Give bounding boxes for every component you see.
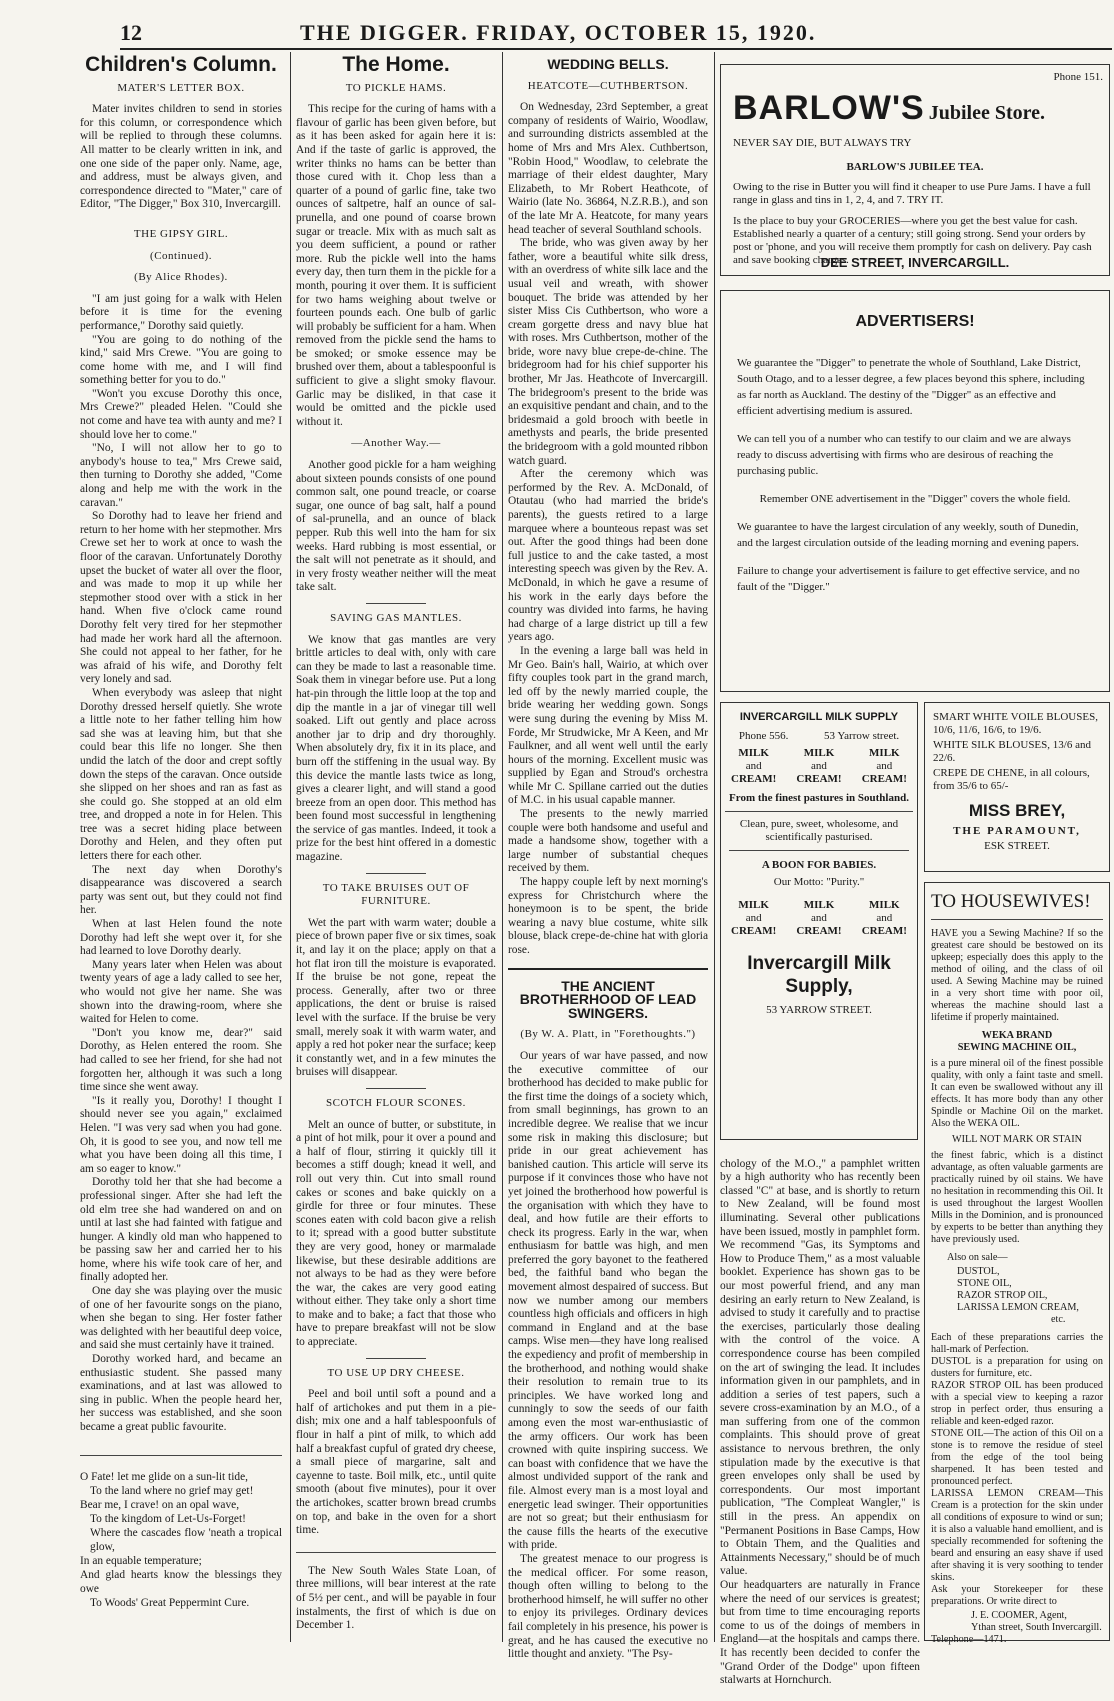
section-heading: Children's Column. (85, 53, 277, 76)
and-label: and (876, 760, 893, 772)
subheading: MATER'S LETTER BOX. (117, 81, 245, 94)
byline: (By Alice Rhodes). (134, 271, 228, 284)
street-address: 53 Yarrow street. (823, 730, 900, 742)
paragraph: Each of these preparations carries the hall-mark of Perfection. (931, 1332, 1103, 1355)
paragraph: "No, I will not allow her to go to anybody's house to tea," Mrs Crewe said, then turning to Dorothy she added, "Come along and help me with the work in the caravan." (80, 442, 282, 509)
subheading: TO PICKLE HAMS. (345, 81, 447, 94)
poem-line: O Fate! let me glide on a sun-lit tide, (80, 1470, 248, 1483)
poem-line: In an equable temperature; (80, 1554, 202, 1567)
article-rule (508, 968, 708, 978)
paragraph: chology of the M.O.," a pamphlet written by a high authority who has recently been classed "C" at base, and is shortly to return to New Zealand, will be found most illuminating. Several other publications have been issued, mostly in pamphlet form. We recommend "Gas, its Symptoms and How to Produce Them," as a most valuable booklet. Experience has shown gas to be our most powerful friend, and any man desiring an early return to New Zealand, is advised to study it carefully and to practise the exercises, particularly those dealing with the control of the voice. A correspondence course has been compiled on the art of swinging the lead. It includes information given in our pamphlets, and in addition a series of test papers, such a severe cross-examination by an M.O., of a man suffering from one of the common complaints. This should prove of great assistance to nervous brethren, the only stipulation made by the executive is that green envelopes only shall be used by correspondents. Our most important publication, "The Compleat Wangler," is still in the press. An appendix on "Permanent Positions in Base Camps, How to Obtain Them, and the Qualities and Attainments Necessary," should be of much value. Our headquarters are naturally in France where the need of our services is greatest; but from time to time encouraging reports come to us of the doings of members in England—at the hospitals and camps there. It has recently been decided to confer the "Grand Order of the Dodge" upon fifteen stalwarts at Hornchurch. (720, 1157, 920, 1687)
agent-address: Ythan street, South Invercargill. (971, 1622, 1102, 1633)
paragraph: When at last Helen found the note Dorothy had left she wept over it, for she had learned to love Dorothy dearly. (80, 918, 282, 958)
blouse-line: SMART WHITE VOILE BLOUSES, 10/6, 11/6, 16/6, to 19/6. (933, 711, 1098, 736)
store-name-sub: Jubilee Store. (928, 102, 1046, 124)
masthead (120, 20, 1000, 48)
product-item: DUSTOL, (957, 1266, 1000, 1277)
also-label: Also on sale— (947, 1252, 1008, 1263)
pastures-text: From the finest pastures in Southland. (725, 792, 913, 812)
milk-label: MILK (869, 747, 900, 759)
subheading: TO USE UP DRY CHEESE. (327, 1366, 465, 1379)
paragraph: We guarantee to have the largest circulation of any weekly, south of Dunedin, and the largest circulation outside of the leading morning and evening papers. (737, 521, 1079, 549)
paragraph: The happy couple left by next morning's express for Christchurch where the honeymoon is to be spent, the bride wearing a navy blue costume, white silk blouse, black crepe-de-chine hat with gloria rose. (508, 876, 708, 956)
poem-line: Bear me, I crave! on an opal wave, (80, 1498, 240, 1511)
and-label: and (876, 912, 893, 924)
blouse-line: WHITE SILK BLOUSES, 13/6 and 22/6. (933, 739, 1091, 764)
paragraph: The greatest menace to our progress is the medical officer. For some reason, though often willing to belong to the brotherhood himself, he will suffer no other to enjoy its privileges. Ordinary devices fail completely in his presence, his power is great, and he has caused the executive no little thought and anxiety. "The Psy- (508, 1552, 708, 1661)
milk-label: MILK (803, 899, 835, 911)
jams-text: Owing to the rise in Butter you will find it cheaper to use Pure Jams. I have a full range in glass and tins in 1, 2, 4, and 7. TRY IT. (733, 181, 1091, 206)
paragraph: We guarantee the "Digger" to penetrate the whole of Southland, Lake District, South Otago, and to a lesser degree, a few places beyond this sphere, including as far north as Auckland. The destiny of the "Digger" as an effective and efficient advertising medium is assured. (737, 357, 1085, 417)
paragraph: RAZOR STROP OIL has been produced with a special view to keeping a razor strop in perfect order, thus ensuring a reliable and keen-edged razor. (931, 1380, 1103, 1427)
column-divider (290, 52, 291, 1642)
miss-brey-advertisement (924, 702, 1110, 872)
masthead-rule (120, 48, 1112, 50)
paragraph: "Don't you know me, dear?" said Dorothy, as Helen entered the room. She had called to see her friend, for she had not forgotten her, although it was such a long time since she went away. (80, 1026, 282, 1094)
milk-cream-grid (721, 747, 917, 786)
crepe-line: CREPE DE CHENE, in all colours, from 35/6 to 65/- (933, 767, 1090, 792)
ad-title: INVERCARGILL MILK SUPPLY (739, 711, 899, 723)
and-label: and (745, 760, 762, 772)
motto-text: Our Motto: "Purity." (773, 876, 865, 888)
paragraph: This recipe for the curing of hams with a flavour of garlic has been given before, but as it has been asked for again here it is: And if the taste of garlic is approved, the writer thinks no hams can be better than those cured with it. Chop less than a quarter of a pound of garlic fine, take two ounces of saltpetre, half an ounce of sal-prunella, and one pound of coarse brown sugar or treacle. Mix with as much salt as you deem sufficient, a pound or rather more. Rub the pickle well into the hams every day, then turn them in the pickle for a month, pouring it over them. It is sufficient for two hams weighing about twelve or fourteen pounds each. One bulb of garlic will probably be sufficient for a ham. When removed from the pickle send the hams to be smoked; or smoke essence may be brushed over them, about a tablespoonful is sufficient to give a slight smoky flavour. Garlic may be disliked, in that case it would be omitted and the pickle used without it. (296, 103, 496, 428)
milk-label: MILK (738, 899, 769, 911)
housewives-advertisement (924, 882, 1110, 1645)
subheading: SCOTCH FLOUR SCONES. (326, 1096, 466, 1109)
paragraph: Another good pickle for a ham weighing about sixteen pounds consists of one pound common salt, one pound treacle, or coarse sugar, one ounce of bag salt, half a pound of sal-prunella, and an ounce of black pepper. Rub this well into the ham for six weeks. Hard rubbing is most essential, or the salt will not penetrate as it should, and in very frosty weather neither will the meat take salt. (296, 459, 496, 594)
paragraph: So Dorothy had to leave her friend and return to her home with her stepmother. Mrs Crewe set her to work at once to wash the floor of the caravan. Unfortunately Dorothy upset the bucket of water all over the floor, and was made to mop it up while her stepmother stood over with a stick in her hand. When five o'clock came round Dorothy felt very tired for her stepmother had made her work hard all the afternoon. She could not appeal to her father, for he was afraid of his wife, and Dorothy felt very lonely and sad. (80, 510, 282, 686)
paragraph: Mater invites children to send in stories for this column, or correspondence which will be replied to through these columns. All matter to be clearly written in ink, and one one side of the paper only. Name, age, and address, must be always given, and correspondence directed to "Mater," care of Editor, "The Digger," Box 310, Invercargill. (80, 103, 282, 211)
paragraph: STONE OIL—The action of this Oil on a stone is to remove the residue of steel from the edge of the tool being sharpened. It has been tested and pronounced perfect. (931, 1428, 1103, 1487)
store-name: BARLOW'S (733, 89, 925, 127)
paragraph: One day she was playing over the music of one of her favourite songs on the piano, when she began to sing. Her foster father was delighted with her beautiful deep voice, and said she must certainly have it trained. (80, 1285, 282, 1352)
childrens-column (80, 53, 282, 1641)
store-motto: NEVER SAY DIE, BUT ALWAYS TRY (733, 137, 912, 149)
loan-notice (296, 1552, 496, 1633)
paragraph: Ask your Storekeeper for these preparations. Or write direct to (931, 1584, 1103, 1607)
paragraph: Dorothy worked hard, and became an enthusiastic student. She passed many examinations, and at last was allowed to sing in public. When the people heard her, her success was established, and she soon became a great public favourite. (80, 1353, 282, 1433)
product-name: SEWING MACHINE OIL, (957, 1042, 1077, 1053)
paragraph: The next day when Dorothy's disappearance was discovered a search party was sent out, but they could not find her. (80, 863, 282, 917)
milk-label: MILK (869, 899, 900, 911)
notice-heading: ADVERTISERS! (855, 313, 975, 330)
paragraph: The bride, who was given away by her father, wore a beautiful white silk dress, with an overdress of white silk lace and the usual veil and wreath, with shower bouquet. The bride was attended by her sister Miss Cis Cuthbertson, who wore a cream gorgette dress and navy blue hat with roses. Mrs Cuthbertson, mother of the bride, wore navy blue crepe-de-chine. The bridegroom had for his chief supporter his brother, Mr Jas. Heathcote of Invercargill. The bridegroom's present to the bride was an exquisitive pendant and chain, and to the bridesmaid a gold brooch with beetle in amethysts and pearls, the bride presented the bridegroom with a gold mounted ribbon watch guard. (508, 237, 708, 467)
home-column (296, 53, 496, 1641)
cream-label: CREAM! (731, 773, 777, 785)
milk-label: MILK (738, 747, 769, 759)
paragraph: "You are going to do nothing of the kind," said Mrs Crewe. "You are going to come home with me, and I will find something better for you to do." (80, 333, 282, 387)
tea-heading: BARLOW'S JUBILEE TEA. (846, 161, 984, 173)
subheading: —Another Way.— (351, 437, 441, 450)
poem-line: To Woods' Great Peppermint Cure. (90, 1596, 250, 1609)
company-name: Invercargill Milk Supply, (747, 953, 891, 997)
paragraph: When everybody was asleep that night Dorothy dressed herself quietly. She wrote a little note to her father telling him how sad she was at leaving him, but that she could bear this life no longer. She then undid the latch of the door and crept softly down the steps of the caravan. Once outside she slipped on her shoes and ran as fast as she could go. She stopped at an old elm tree, and dropped a note in for Helen. This tree was a secret hiding place between Dorothy and Helen, and they often put letters there for each other. (80, 686, 282, 863)
and-label: and (811, 912, 827, 924)
section-heading: WEDDING BELLS. (547, 56, 669, 72)
poem-line: To the kingdom of Let-Us-Forget! (90, 1512, 246, 1525)
shop-place: THE PARAMOUNT, (953, 825, 1081, 837)
milk-cream-grid (721, 899, 917, 938)
paragraph: HAVE you a Sewing Machine? If so the greatest care should be bestowed on its upkeep; especially does this apply to the method of oiling, and the class of oil used. A Sewing Machine may be ruined in a very short time with poor oil, whereas the machine should last a lifetime if properly maintained. (931, 928, 1103, 1023)
paragraph: In the evening a large ball was held in Mr Geo. Bain's hall, Wairio, at which over fifty couples took part in the grand march, led off by the newly married couple, the bride wearing her wedding gown. Songs were sung during the evening by Miss M. Forde, Mr Strudwicke, Mr A Keen, and Mr Faulkner, and all went well until the early hours of the morning. Excellent music was supplied by Egan and Stroud's orchestra while Mr C. Spillane carried out the duties of M.C. in his usual capable manner. (508, 644, 708, 807)
masthead-title: THE DIGGER. FRIDAY, OCTOBER 15, 1920. (300, 20, 817, 45)
column-divider (714, 52, 715, 1642)
page-number: 12 (120, 20, 142, 45)
paragraph: Melt an ounce of butter, or substitute, in a pint of hot milk, pour it over a pound and a half of flour, stirring it quickly till it becomes a stiff dough; knead it well, and roll out very thin. Cut into small round cakes or scones and bake quickly on a girdle for three or four minutes. These scones eaten with cold bacon give a relish to it; spread with a good butter substitute they are very good, honey or marmalade likewise, but these desirable additions are not always to be had as they were before the war, the cakes are very good eating without either. They take only a short time to make and to bake; a fact that those who have to prepare breakfast will not be slow to appreciate. (296, 1118, 496, 1349)
paragraph: On Wednesday, 23rd September, a great company of residents of Wairio, Woodlaw, and surrounding districts assembled at the home of Mrs and Mrs Alex. Cuthbertson, "Robin Hood," Woodlaw, to celebrate the marriage of their eldest daughter, Mary Elizabeth, to Mr Robert Heathcote, of Wairio (late No. 36864, N.Z.R.B.), and son of the late Mr A. Heatcote, for many years head teacher of several Southland schools. (508, 101, 708, 236)
phone-number: Phone 151. (1053, 71, 1103, 83)
paragraph: Wet the part with warm water; double a piece of brown paper five or six times, soak it, and lay it on the place; apply on that a hot flat iron till the moisture is evaporated. If the bruise be not gone, repeat the process. Generally, after two or three applications, the dent or bruise is raised level with the surface. If the bruise be very small, merely soak it with warm water, and apply a red hot poker near the surface; keep it constantly wet, and in a few minutes the bruises will disappear. (296, 916, 496, 1079)
milk-supply-advertisement (720, 702, 918, 1140)
paragraph: Dorothy told her that she had become a professional singer. After she had left the old elm tree she had wandered on and on until at last she had fainted with fatigue and hunger. A kindly old man who happened to be passing saw her and carried her to his home, where his wife took care of her, and finally adopted her. (80, 1176, 282, 1284)
paragraph: We can tell you of a number who can testify to our claim and we are always ready to discuss advertising with firms who are desirous of reaching the purchasing public. (737, 433, 1071, 477)
groceries-text: Is the place to buy your GROCERIES—where you get the best value for cash. Established nearly a quarter of a century; still going strong. Send your orders by post or 'phone, and you will receive them promptly for cash on delivery. Pay cash and save booking charges. (733, 215, 1092, 266)
paragraph: Many years later when Helen was about twenty years of age a lady called to see her, who would not give her name. She was shown into the drawing-room, where she waited for Helen to come. (80, 958, 282, 1026)
paragraph: After the ceremony which was performed by the Rev. A. McDonald, of Otautau (who had married the bride's parents), the guests retired to a large marquee where a bounteous repast was set out. After the good things had been done full justice to and the cake tasted, a most interesting speech was given by the Rev. A. McDonald, in which he gave a resume of his work in the early days before the country was divided into farms, he having had charge of a large district up till a few years ago. (508, 468, 708, 644)
store-address: DEE STREET, INVERCARGILL. (820, 255, 1010, 270)
paragraph: We know that gas mantles are very brittle articles to deal with, only with care can they be made to last a reasonable time. Soak them in vinegar before use. Put a long hat-pin through the little loop at the top and dip the mantle in a jar of vinegar till well soaked. Lift out gently and place across another jar to drip and dry thoroughly. When absolutely dry, fix it in its place, and burn off the stiffening in the usual way. By this device the mantle lasts twice as long, gives a clearer light, and will stand a good breeze from an open door. This method has been found most successful in lengthening the service of gas mantles. Indeed, it took a prize for the best hint offered in a domestic magazine. (296, 633, 496, 864)
subheading: HEATCOTE—CUTHBERTSON. (527, 79, 689, 92)
separator (366, 1088, 426, 1089)
agent-telephone: Telephone—1471. (931, 1634, 1007, 1645)
peppermint-cure-ad (80, 1455, 282, 1610)
lead-swingers-continued (720, 1144, 920, 1687)
shop-street: ESK STREET. (984, 840, 1050, 852)
cream-label: CREAM! (731, 925, 777, 937)
poem-line: And glad hearts know the blessings they owe (80, 1568, 282, 1595)
brand-name: WEKA BRAND (981, 1030, 1053, 1041)
cream-label: CREAM! (796, 773, 842, 785)
story-title: THE GIPSY GIRL. (133, 227, 229, 240)
milk-label: MILK (803, 747, 835, 759)
agent-name: J. E. COOMER, Agent, (971, 1610, 1067, 1621)
paragraph: Failure to change your advertisement is failure to get effective service, and no fault of the "Digger." (737, 565, 1080, 593)
separator (366, 873, 426, 874)
column-divider (502, 52, 503, 1642)
cream-label: CREAM! (861, 925, 907, 937)
paragraph: is a pure mineral oil of the finest possible quality, with only a faint taste and smell. It can even be swallowed without any ill effects. It has more body than any other Spindle or Machine Oil on the market. Also the WEKA OIL. (931, 1058, 1103, 1129)
poem-line: Where the cascades flow 'neath a tropical glow, (90, 1526, 282, 1553)
separator (366, 1358, 426, 1359)
paragraph: the finest fabric, which is a distinct advantage, as often valuable garments are practically ruined by oil stains. We have no hesitation in recommending this Oil. It is used throughout the largest Woollen Mills in the Dominion, and is pronounced by experts to be better than anything they have previously used. (931, 1150, 1103, 1245)
article-heading: THE ANCIENT BROTHERHOOD OF LEAD SWINGERS. (519, 977, 697, 1021)
paragraph: The presents to the newly married couple were both handsome and useful and made a handsome show, together with a large number of substantial cheques received by them. (508, 808, 708, 875)
shop-name: MISS BREY, (968, 801, 1066, 820)
separator (366, 603, 426, 604)
section-heading: The Home. (342, 53, 450, 76)
and-label: and (811, 760, 827, 772)
company-address: 53 YARROW STREET. (766, 1004, 872, 1016)
phone-number: Phone 556. (738, 730, 789, 742)
continued-note: (Continued). (150, 249, 212, 262)
advertisers-notice (720, 290, 1110, 692)
paragraph: Remember ONE advertisement in the "Digger" covers the whole field. (759, 493, 1071, 505)
wedding-column (508, 56, 708, 1661)
boon-text: A BOON FOR BABIES. (761, 859, 877, 871)
paragraph: Peel and boil until soft a pound and a half of artichokes and put them in a pie-dish; mix one and a half tablespoonfuls of flour in half a pint of milk, to which add half a breakfast cupful of grated dry cheese, a small piece of margarine, salt and cayenne to taste. Boil milk, etc., until quite smooth (about five minutes), pour it over the artichokes, scatter brown bread crumbs on top, and bake in the oven for a short time. (296, 1388, 496, 1537)
cream-label: CREAM! (796, 925, 842, 937)
paragraph: Our years of war have passed, and now the executive committee of our brotherhood has decided to make public for the first time the doings of a society which, from small beginnings, has grown to an incredible degree. We realise that we incur some risk in making this disclosure; but pride in our great achievement has banished caution. This article will serve its purpose if it convinces those who have not yet joined the brotherhood how powerful is the organisation with which they have to deal, and how futile are their efforts to check its progress. Early in the war, when enthusiasm for battle was high, and men preferred the gory bayonet to the feathered bed, the faithful band who began the movement almost despaired of success. But now we number among our members countless high officials and officers in high command in England and at the base camps. Wise men—they have long realised the expediency and profit of membership in the brotherhood, and nothing would shake their resolution to remain true to its principles. We have worked long and cunningly to sow the seeds of our faith among even the most war-enthusiastic of the army officers. Our work has been crowned with quite inspiring success. We can boast with confidence that we have the almost undivided support of the rank and file. Almost every man is a most loyal and energetic lead swinger. Their opportunities are not so great; but their enthusiasm for the cause fills the hearts of the executive with pride. (508, 1049, 708, 1552)
product-item: LARISSA LEMON CREAM, (957, 1302, 1079, 1313)
clean-text: Clean, pure, sweet, wholesome, and scientifically pasturised. (729, 818, 909, 851)
subheading: SAVING GAS MANTLES. (330, 611, 462, 624)
paragraph: The New South Wales State Loan, of three millions, will bear interest at the rate of 5½ per cent., and will be payable in four instalments, the first of which is due on December 1. (296, 1564, 496, 1632)
byline: (By W. A. Platt, in "Forethoughts.") (520, 1028, 696, 1041)
ad-title: TO HOUSEWIVES! (931, 891, 1103, 920)
product-item: RAZOR STROP OIL, (957, 1290, 1048, 1301)
paragraph: LARISSA LEMON CREAM—This Cream is a protection for the skin under all conditions of exposure to wind or sun; it is also a valuable hand emollient, and is specially recommended for softening the beard and ensuring an easy shave if used after shaving it is very soothing to tender skins. (931, 1488, 1103, 1583)
product-item: STONE OIL, (957, 1278, 1012, 1289)
paragraph: "I am just going for a walk with Helen before it is time for the evening performance," Dorothy said quietly. (80, 292, 282, 332)
cream-label: CREAM! (861, 773, 907, 785)
poem-line: To the land where no grief may get! (90, 1484, 254, 1497)
barlow-advertisement (720, 64, 1110, 276)
paragraph: DUSTOL is a preparation for using on dusters for furniture, etc. (931, 1356, 1103, 1379)
paragraph: "Won't you excuse Dorothy this once, Mrs Crewe?" pleaded Helen. "Could she not come and have tea with aunty and me? I should love her to come." (80, 387, 282, 441)
paragraph: "Is it really you, Dorothy! I thought I should never see you again," exclaimed Helen. "I was very sad when you had gone. Oh, it is good to see you, and now tell me what you have been doing all this time, I am so eager to know." (80, 1094, 282, 1175)
product-item: etc. (1051, 1314, 1066, 1325)
subheading: TO TAKE BRUISES OUT OF FURNITURE. (322, 881, 470, 908)
stain-claim: WILL NOT MARK OR STAIN (952, 1134, 1082, 1145)
and-label: and (745, 912, 762, 924)
